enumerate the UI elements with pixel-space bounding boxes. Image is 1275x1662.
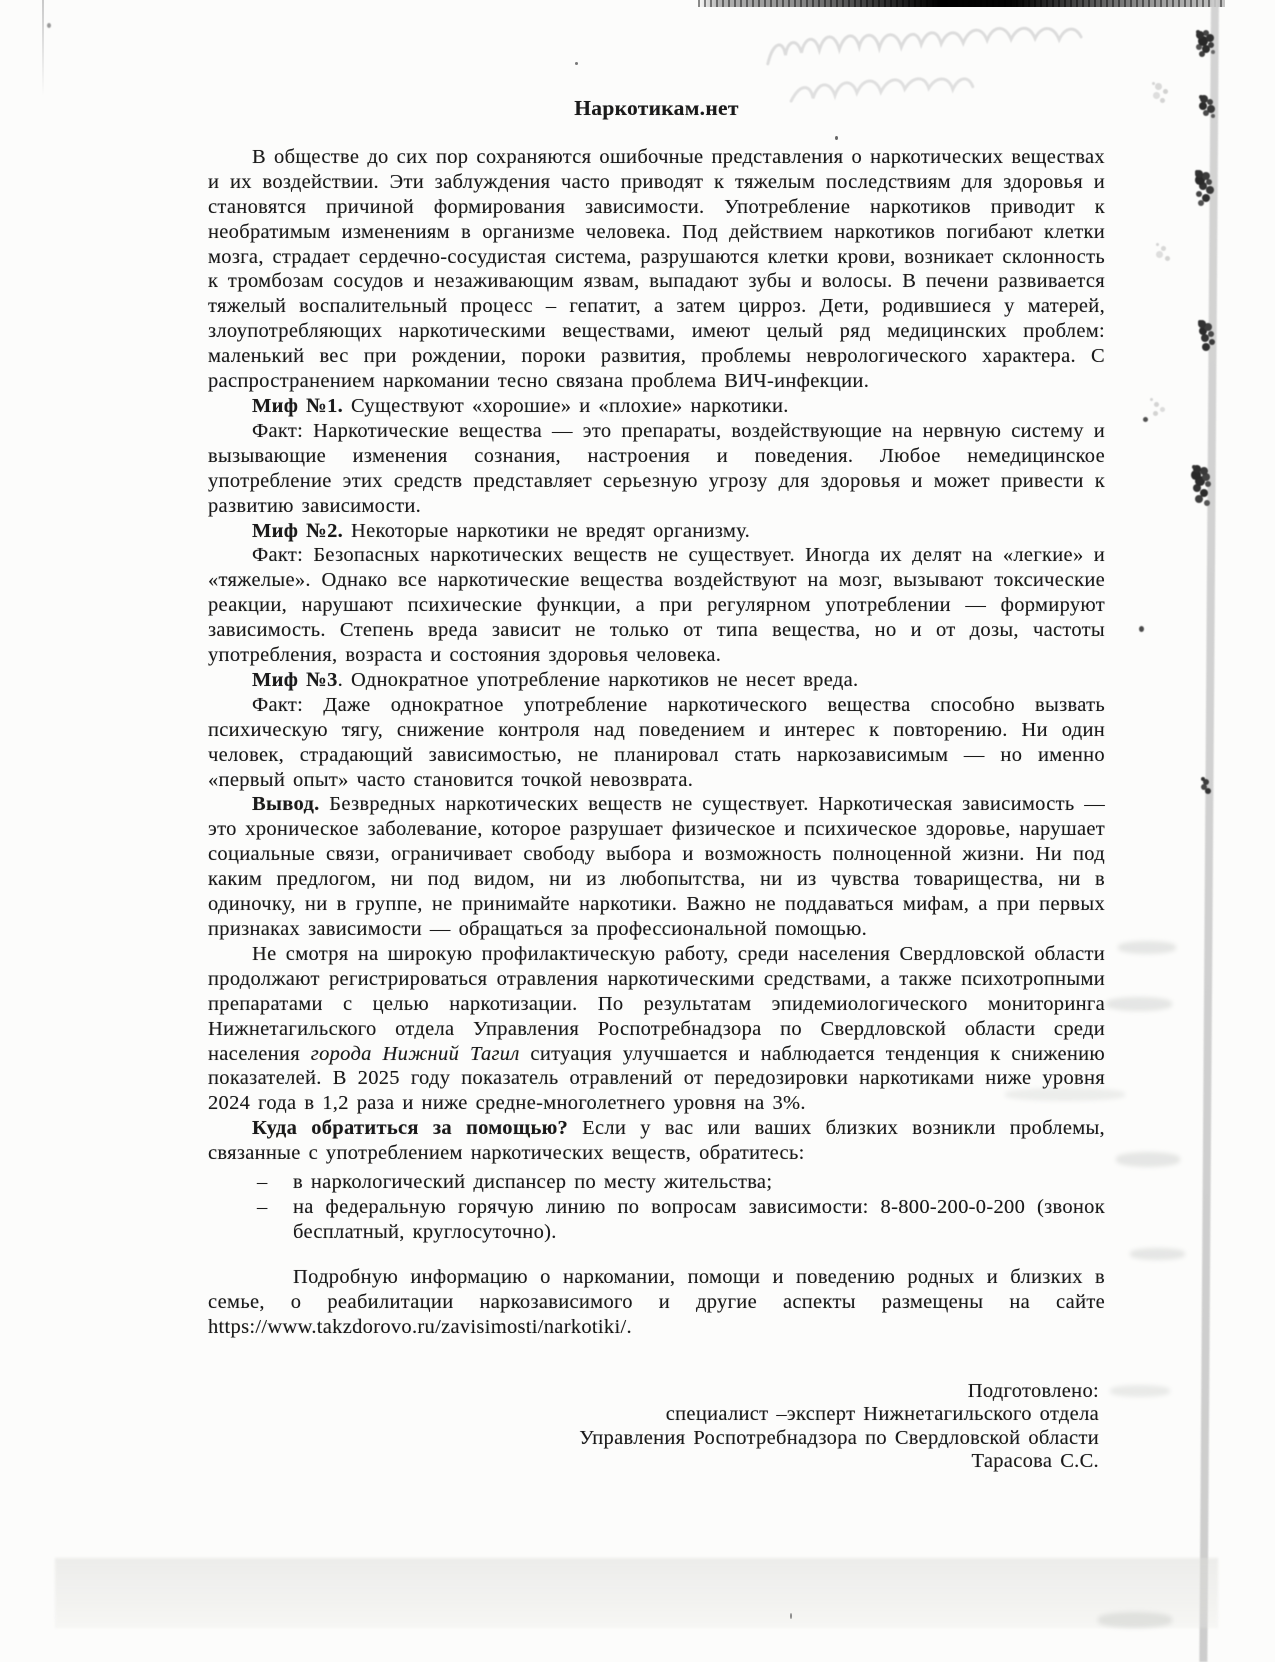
info-paragraph <box>208 1265 1105 1340</box>
myth-2-heading <box>208 519 1105 544</box>
help-question-label: Куда обратиться за помощью? <box>252 1117 569 1140</box>
myth-2-text: Некоторые наркотики не вредят организму. <box>343 519 751 542</box>
signature-line: Управления Роспотребнадзора по Свердловской области <box>579 1426 1099 1449</box>
statistics-paragraph <box>208 942 1105 1116</box>
dust-speckles <box>1156 243 1159 246</box>
speck <box>47 23 51 28</box>
signature-line: специалист –эксперт Нижнетагильского отдела <box>665 1403 1099 1425</box>
city-name-italic: города Нижний Тагил <box>310 1042 520 1065</box>
speck <box>1143 417 1148 422</box>
list-item <box>257 1195 1105 1245</box>
fact-3-text: Факт: Даже однократное употребление наркотического вещества способно вызвать психическую тягу, снижение контроля над поведением и интерес к повторению. Ни один человек, страдающий зависимостью, не планировал стать наркозависимым — но именно «первый опыт» часто становится точкой невозврата. <box>208 693 1105 791</box>
paragraph-intro <box>208 145 1105 394</box>
dash-marker: – <box>257 1195 268 1218</box>
ghost-smudge <box>1116 1152 1180 1167</box>
statistics-text-1: Не смотря на широкую профилактическую работу, среди населения Свердловской области продолжают регистрироваться отравления наркотическими средствами, а также психотропными препаратами с целью наркотизации. По результатам эпидемиологического мониторинга Нижнетагильского отдела Управления Роспотребнадзора по Свердловской области среди населения <box>208 942 1105 1065</box>
signature-block <box>208 1380 1105 1474</box>
ink-blotch <box>1199 95 1203 99</box>
ghost-smudge <box>1110 1385 1170 1397</box>
list-item-text: в наркологический диспансер по месту жительства; <box>293 1171 773 1194</box>
speck <box>790 1613 792 1619</box>
document-page <box>208 96 1105 1474</box>
speck <box>575 62 578 65</box>
ghost-smudge <box>1098 1612 1172 1628</box>
page-edge-shadow <box>1199 0 1219 1662</box>
bottom-scan-shade <box>55 1558 1218 1628</box>
conclusion-label: Вывод. <box>252 793 320 816</box>
scanner-noise-bar <box>698 0 1225 7</box>
document-title: Наркотикам.нет <box>574 96 739 120</box>
fact-3-paragraph <box>208 693 1105 793</box>
fact-2-text: Факт: Безопасных наркотических веществ не существует. Иногда их делят на «легкие» и «тяжелые». Однако все наркотические вещества воздействуют на мозг, вызывают токсические реакции, нарушают психические функции, а при регулярном употреблении — формируют зависимость. Степень вреда зависит не только от типа вещества, но и от дозы, частоты употребления, возраста и состояния здоровья человека. <box>208 544 1105 667</box>
help-heading-paragraph <box>208 1116 1105 1166</box>
ink-blotch <box>1198 320 1202 324</box>
ghost-smudge <box>1106 997 1172 1011</box>
myth-1-text: Существуют «хорошие» и «плохие» наркотики. <box>343 394 789 417</box>
ink-blotch <box>1201 777 1205 781</box>
info-text-with-url: Подробную информацию о наркомании, помощи и поведению родных и близких в семье, о реабилитации наркозависимого и другие аспекты размещены на сайте https://www.takzdorovo.ru/zavisimosti/narkotiki/. <box>208 1265 1105 1338</box>
dust-speckles <box>1150 398 1153 401</box>
ink-blotch <box>1196 30 1200 34</box>
myth-2-label: Миф №2. <box>252 519 344 542</box>
signature-line: Тарасова С.С. <box>971 1450 1099 1472</box>
conclusion-text: Безвредных наркотических веществ не существует. Наркотическая зависимость — это хроническое заболевание, которое разрушает физическое и психическое здоровье, нарушает социальные связи, ограничивает свободу выбора и возможность полноценной жизни. Ни под каким предлогом, ни под видом, ни из любопытства, ни из чувства товарищества, ни в одиночку, ни в группе, не принимайте наркотики. Важно не поддаваться мифам, а при первых признаках зависимости — обращаться за профессиональной помощью. <box>208 793 1105 940</box>
myth-1-label: Миф №1. <box>252 394 344 417</box>
myth-1-heading <box>208 394 1105 419</box>
statistics-text-2: ситуация улучшается и наблюдается тенденция к снижению показателей. В 2025 году показатель отравлений от передозировки наркотиками ниже уровня 2024 года в 1,2 раза и ниже средне-многолетнего уровня на 3%. <box>208 1042 1106 1115</box>
help-options-list <box>257 1170 1105 1245</box>
fact-1-paragraph <box>208 419 1105 519</box>
dash-marker: – <box>257 1171 268 1194</box>
intro-text: В обществе до сих пор сохраняются ошибочные представления о наркотических веществах и их воздействии. Эти заблуждения часто приводят к тяжелым последствиям для здоровья и становятся причиной формирования зависимости. Употребление наркотиков приводит к необратимым изменениям в организме человека. Под действием наркотиков погибают клетки мозга, страдает сердечно-сосудистая система, разрушаются клетки крови, возникает склонность к тромбозам сосудов и незаживающим язвам, выпадают зубы и волосы. В печени развивается тяжелый воспалительный процесс – гепатит, а затем цирроз. Дети, родившиеся у матерей, злоупотребляющих наркотическими веществами, имеют целый ряд медицинских проблем: маленький вес при рождении, пороки развития, проблемы неврологического характера. С распространением наркомании тесно связана проблема ВИЧ-инфекции. <box>208 145 1105 393</box>
ink-blotch <box>1195 170 1199 174</box>
help-question-text: Если у вас или ваших близких возникли проблемы, связанные с употреблением наркотических веществ, обратитесь: <box>208 1117 1105 1165</box>
speck <box>1139 626 1144 632</box>
fact-1-text: Факт: Наркотические вещества — это препараты, воздействующие на нервную систему и вызывающие изменения сознания, настроения и поведения. Любое немедицинское употребление этих средств представляет серьезную угрозу для здоровья и может привести к развитию зависимости. <box>208 419 1105 517</box>
ink-blotch <box>1192 465 1196 469</box>
myth-3-heading <box>208 668 1105 693</box>
conclusion-paragraph <box>208 792 1105 941</box>
list-item <box>257 1170 1105 1195</box>
myth-3-text: . Однократное употребление наркотиков не несет вреда. <box>337 668 859 691</box>
scan-edge-line <box>42 0 44 96</box>
fact-2-paragraph <box>208 543 1105 668</box>
dust-speckles <box>1152 82 1155 85</box>
myth-3-label: Миф №3 <box>252 668 338 691</box>
ghost-smudge <box>1118 941 1176 954</box>
signature-line: Подготовлено: <box>967 1379 1099 1402</box>
ghost-smudge <box>1130 1248 1185 1260</box>
list-item-text: на федеральную горячую линию по вопросам зависимости: 8-800-200-0-200 (звонок бесплатный, круглосуточно). <box>293 1195 1105 1243</box>
